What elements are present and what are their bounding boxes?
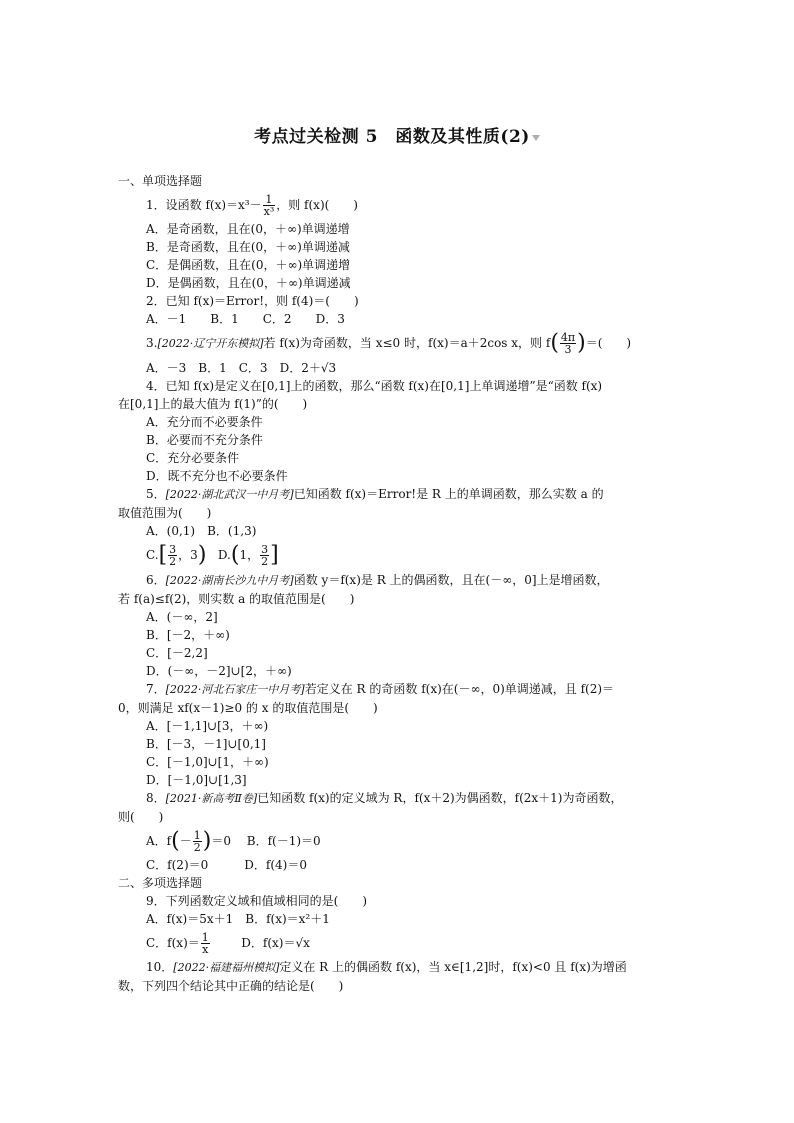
question-2: 2．已知 f(x)＝Error!，则 f(4)＝( ) xyxy=(146,294,359,308)
q8-options-cd: C．f(2)＝0 D．f(4)＝0 xyxy=(146,858,307,872)
question-7-line-1: 7．[2022·河北石家庄一中月考]若定义在 R 的奇函数 f(x)在(－∞，0)单调递减，且 f(2)＝ xyxy=(146,681,615,696)
source-tag: [2022·辽宁开东模拟] xyxy=(157,337,264,350)
fraction: $\frac{3}{2}$ xyxy=(261,543,269,568)
fraction: $\frac{4\pi}{3}$ xyxy=(560,331,576,356)
question-10-line-1: 10．[2022·福建福州模拟]定义在 R 上的偶函数 f(x)，当 x∈[1,2]时，f(x)<0 且 f(x)为增函 xyxy=(146,960,627,974)
question-6-line-1: 6．[2022·湖南长沙九中月考]函数 y＝f(x)是 R 上的偶函数，且在(－∞，0]上是增函数， xyxy=(146,572,609,587)
question-4-line-2: 在[0,1]上的最大值为 f(1)”的( ) xyxy=(118,397,308,411)
q7-option-b: B．[－3，－1]∪[0,1] xyxy=(146,736,266,751)
fraction: $\frac{1}{\text{x³}}$ xyxy=(263,193,275,218)
q4-option-a: A．充分而不必要条件 xyxy=(146,415,263,429)
question-5-line-1: 5．[2022·湖北武汉一中月考]已知函数 f(x)＝Error!是 R 上的单调函数，那么实数 a 的 xyxy=(146,487,604,501)
question-7-line-2: 0，则满足 xf(x－1)≥0 的 x 的取值范围是( ) xyxy=(118,700,378,715)
question-3: 3.[2022·辽宁开东模拟]若 f(x)为奇函数，当 x≤0 时，f(x)＝a＋2cos x，则 f( $\frac{4\pi}{3}$ )＝( ) xyxy=(146,330,632,356)
fraction: $\frac{1}{2}$ xyxy=(193,828,201,854)
question-6-line-2: 若 f(a)≤f(2)，则实数 a 的取值范围是( ) xyxy=(118,591,355,606)
q7-option-a: A．[－1,1]∪[3，＋∞) xyxy=(146,718,269,733)
source-tag: [2022·湖南长沙九中月考] xyxy=(165,573,294,587)
q1-option-c: C．是偶函数，且在(0，＋∞)单调递增 xyxy=(146,258,351,272)
section-heading-single-choice: 一、单项选择题 xyxy=(118,174,203,188)
question-body xyxy=(118,172,678,995)
q1-option-a: A．是奇函数，且在(0，＋∞)单调递增 xyxy=(146,222,350,236)
question-8-line-1: 8．[2021·新高考Ⅱ卷]已知函数 f(x)的定义域为 R，f(x＋2)为偶函数，f(2x＋1)为奇函数， xyxy=(146,790,623,805)
q5-options-cd: C.[ $\frac{3}{2}$ ，3) D.(1， $\frac{3}{2}$ ] xyxy=(146,542,279,568)
question-1: 1．设函数 f(x)＝x³－ $\frac{1}{\text{x³}}$ ，则 f(x)( ) xyxy=(146,193,358,218)
q9-options-cd: C．f(x)＝ $\frac{1}{x}$ D．f(x)＝√x xyxy=(146,931,310,956)
source-tag: [2021·新高考Ⅱ卷] xyxy=(165,791,258,805)
q3-options: A．－3 B．1 C．3 D．2＋√3 xyxy=(146,361,337,375)
q9-options-ab: A．f(x)＝5x＋1 B．f(x)＝x²＋1 xyxy=(146,912,330,926)
question-5-line-2: 取值范围为( ) xyxy=(118,506,212,520)
q7-option-d: D．[－1,0]∪[1,3] xyxy=(146,772,247,787)
q8-options-ab: A．f(－ $\frac{1}{2}$ )＝0 B．f(－1)＝0 xyxy=(146,828,321,854)
q1-option-b: B．是奇函数，且在(0，＋∞)单调递减 xyxy=(146,240,350,254)
title-text: 考点过关检测 5 函数及其性质(2) xyxy=(254,127,530,147)
q5-options-ab: A．(0,1) B．(1,3) xyxy=(146,524,257,538)
fraction: $\frac{3}{2}$ xyxy=(169,543,177,568)
q4-option-b: B．必要而不充分条件 xyxy=(146,433,263,447)
q4-option-c: C．充分必要条件 xyxy=(146,451,240,465)
q6-option-d: D．(－∞，－2]∪[2，＋∞) xyxy=(146,663,292,678)
question-10-line-2: 数，下列四个结论其中正确的结论是( ) xyxy=(118,979,344,993)
question-8-line-2: 则( ) xyxy=(118,809,164,824)
page-title xyxy=(0,122,794,147)
q2-options: A．－1 B．1 C．2 D．3 xyxy=(146,312,345,326)
source-tag: [2022·河北石家庄一中月考] xyxy=(165,682,305,696)
question-9: 9．下列函数定义域和值域相同的是( ) xyxy=(146,894,367,908)
fraction: $\frac{1}{x}$ xyxy=(201,931,209,956)
source-tag: [2022·湖北武汉一中月考] xyxy=(165,488,294,501)
dropdown-triangle-icon xyxy=(532,135,540,141)
q6-option-a: A．(－∞，2] xyxy=(146,609,218,624)
q4-option-d: D．既不充分也不必要条件 xyxy=(146,469,288,483)
source-tag: [2022·福建福州模拟] xyxy=(173,961,280,974)
section-heading-multi-choice: 二、多项选择题 xyxy=(118,876,203,890)
question-4-line-1: 4．已知 f(x)是定义在[0,1]上的函数，那么“函数 f(x)在[0,1]上单调递增”是“函数 f(x) xyxy=(146,379,603,393)
q1-option-d: D．是偶函数，且在(0，＋∞)单调递减 xyxy=(146,276,351,290)
q6-option-b: B．[－2，＋∞) xyxy=(146,627,230,642)
q6-option-c: C．[－2,2] xyxy=(146,645,208,660)
q7-option-c: C．[－1,0]∪[1，＋∞) xyxy=(146,754,269,769)
